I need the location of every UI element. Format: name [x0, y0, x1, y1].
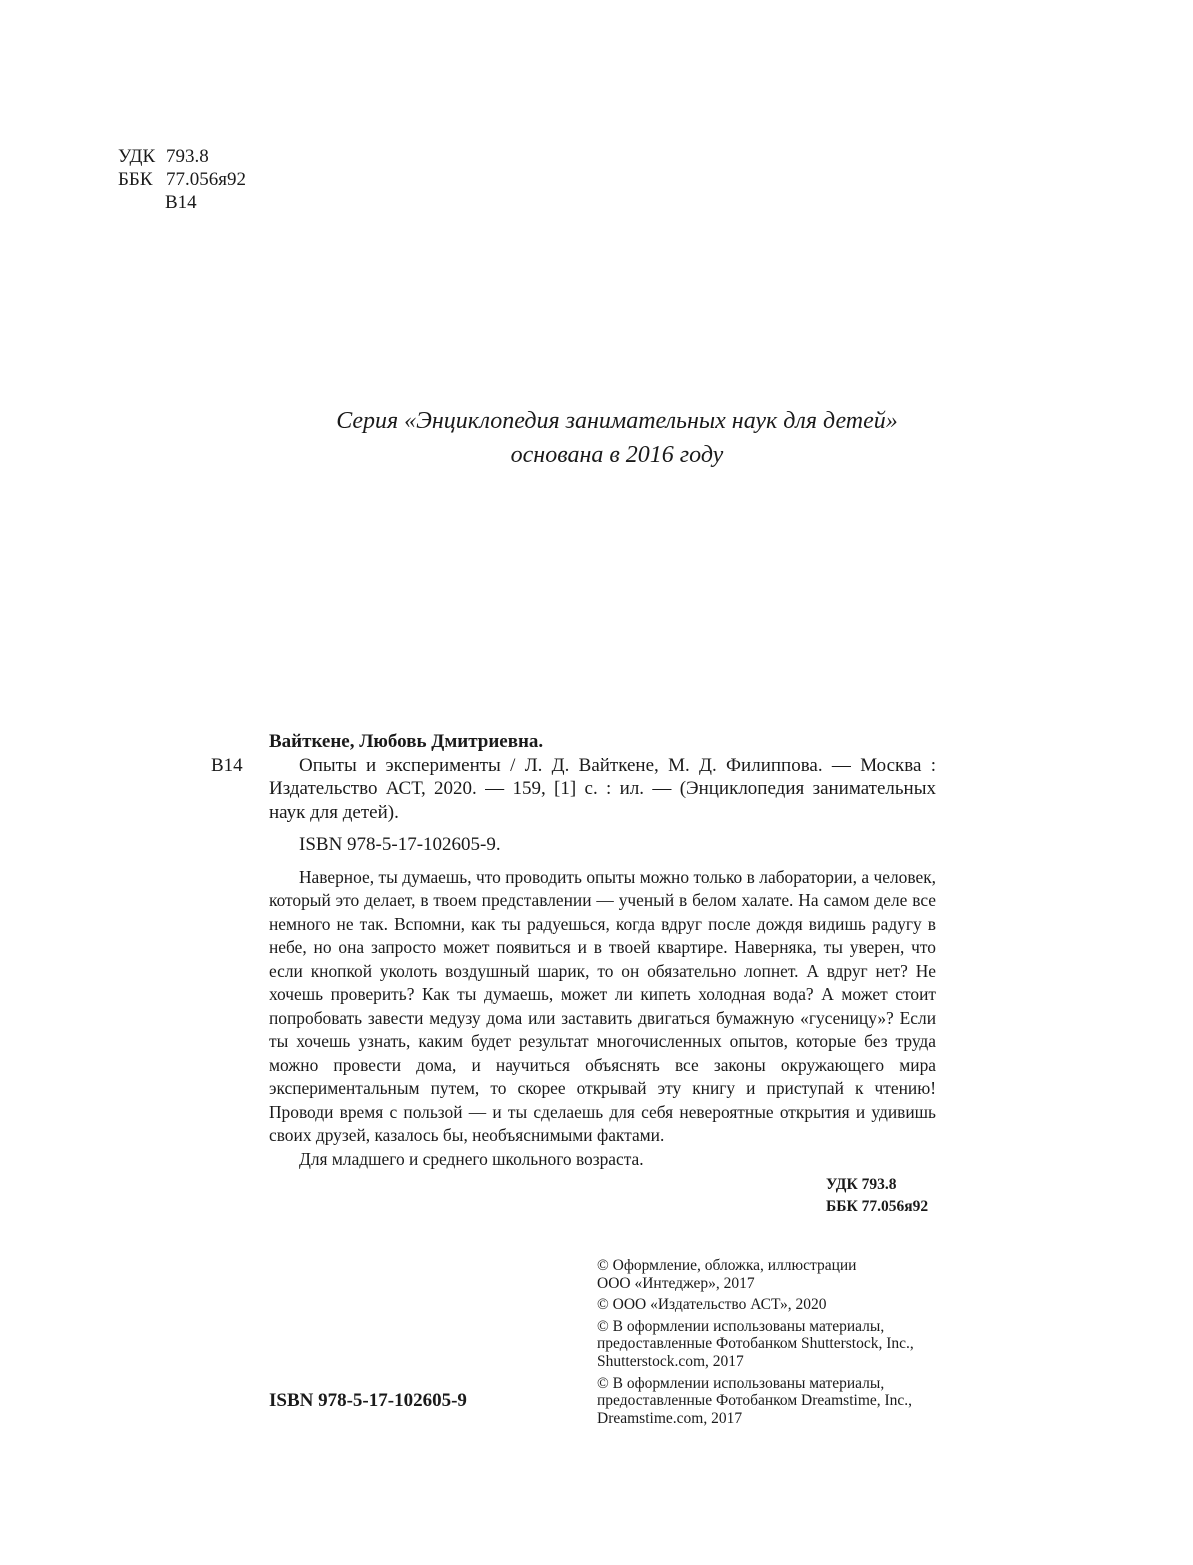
bibliographic-side-mark: В14	[211, 755, 243, 776]
age-rating: Для младшего и среднего школьного возраста.	[299, 1148, 644, 1169]
bbk-value: 77.056я92	[166, 169, 246, 190]
classification-top	[118, 145, 246, 214]
annotation: Наверное, ты думаешь, что проводить опыты можно только в лаборатории, а человек, который это делает, в твоем представлении — ученый в белом халате. На самом деле все немного не так. Вспомни, как ты радуешься, когда вдруг после дождя видишь радугу в небе, но она запросто может появиться и в твоей квартире. Наверняка, ты уверен, что если кнопкой уколоть воздушный шарик, то он обязательно лопнет. А вдруг нет? Не хочешь проверить? Как ты думаешь, может ли кипеть холодная вода? А может стоит попробовать завести медузу дома или заставить двигаться бумажную «гусеницу»? Если ты хочешь узнать, каким будет результат многочисленных опытов, которые без труда можно провести дома, и научиться объяснять все законы окружающего мира экспериментальным путем, то скорее открывай эту книгу и приступай к чтению! Проводи время с пользой — и ты сделаешь для себя невероятные открытия и удивишь своих друзей, казалось бы, необъяснимыми фактами.	[269, 866, 936, 1145]
udk-bottom: УДК 793.8	[826, 1176, 897, 1193]
bibliographic-record	[269, 730, 936, 1171]
copyright-line: © ООО «Издательство АСТ», 2020	[597, 1296, 827, 1314]
bibliographic-description: Опыты и эксперименты / Л. Д. Вайткене, М. Д. Филиппова. — Москва : Издательство АСТ, 2020. — 159, [1] с. : ил. — (Энциклопедия занимательных наук для детей).	[269, 754, 936, 823]
bbk-bottom: ББК 77.056я92	[826, 1198, 929, 1215]
udk-value: 793.8	[166, 146, 209, 167]
classification-bottom	[826, 1174, 928, 1218]
author-heading: Вайткене, Любовь Дмитриевна.	[269, 731, 544, 752]
copyright-line: © В оформлении использованы материалы, предоставленные Фотобанком Dreamstime, Inc., Dreamstime.com, 2017	[597, 1374, 913, 1427]
bbk-row	[118, 168, 246, 191]
series-line-2: основана в 2016 году	[510, 442, 724, 468]
series-statement	[200, 404, 1034, 472]
copyright-line: © В оформлении использованы материалы, предоставленные Фотобанком Shutterstock, Inc., Shutterstock.com, 2017	[597, 1317, 914, 1370]
isbn-bottom: ISBN 978-5-17-102605-9	[269, 1390, 467, 1411]
series-line-1: Серия «Энциклопедия занимательных наук для детей»	[336, 408, 898, 434]
copyrights	[597, 1257, 977, 1431]
copyright-line: © Оформление, обложка, иллюстрации ООО «Интеджер», 2017	[597, 1257, 857, 1292]
udk-row	[118, 145, 246, 168]
bbk-label: ББК	[118, 169, 153, 190]
author-mark: В14	[165, 192, 197, 213]
isbn-line: ISBN 978-5-17-102605-9.	[299, 834, 501, 855]
udk-label: УДК	[118, 146, 156, 167]
